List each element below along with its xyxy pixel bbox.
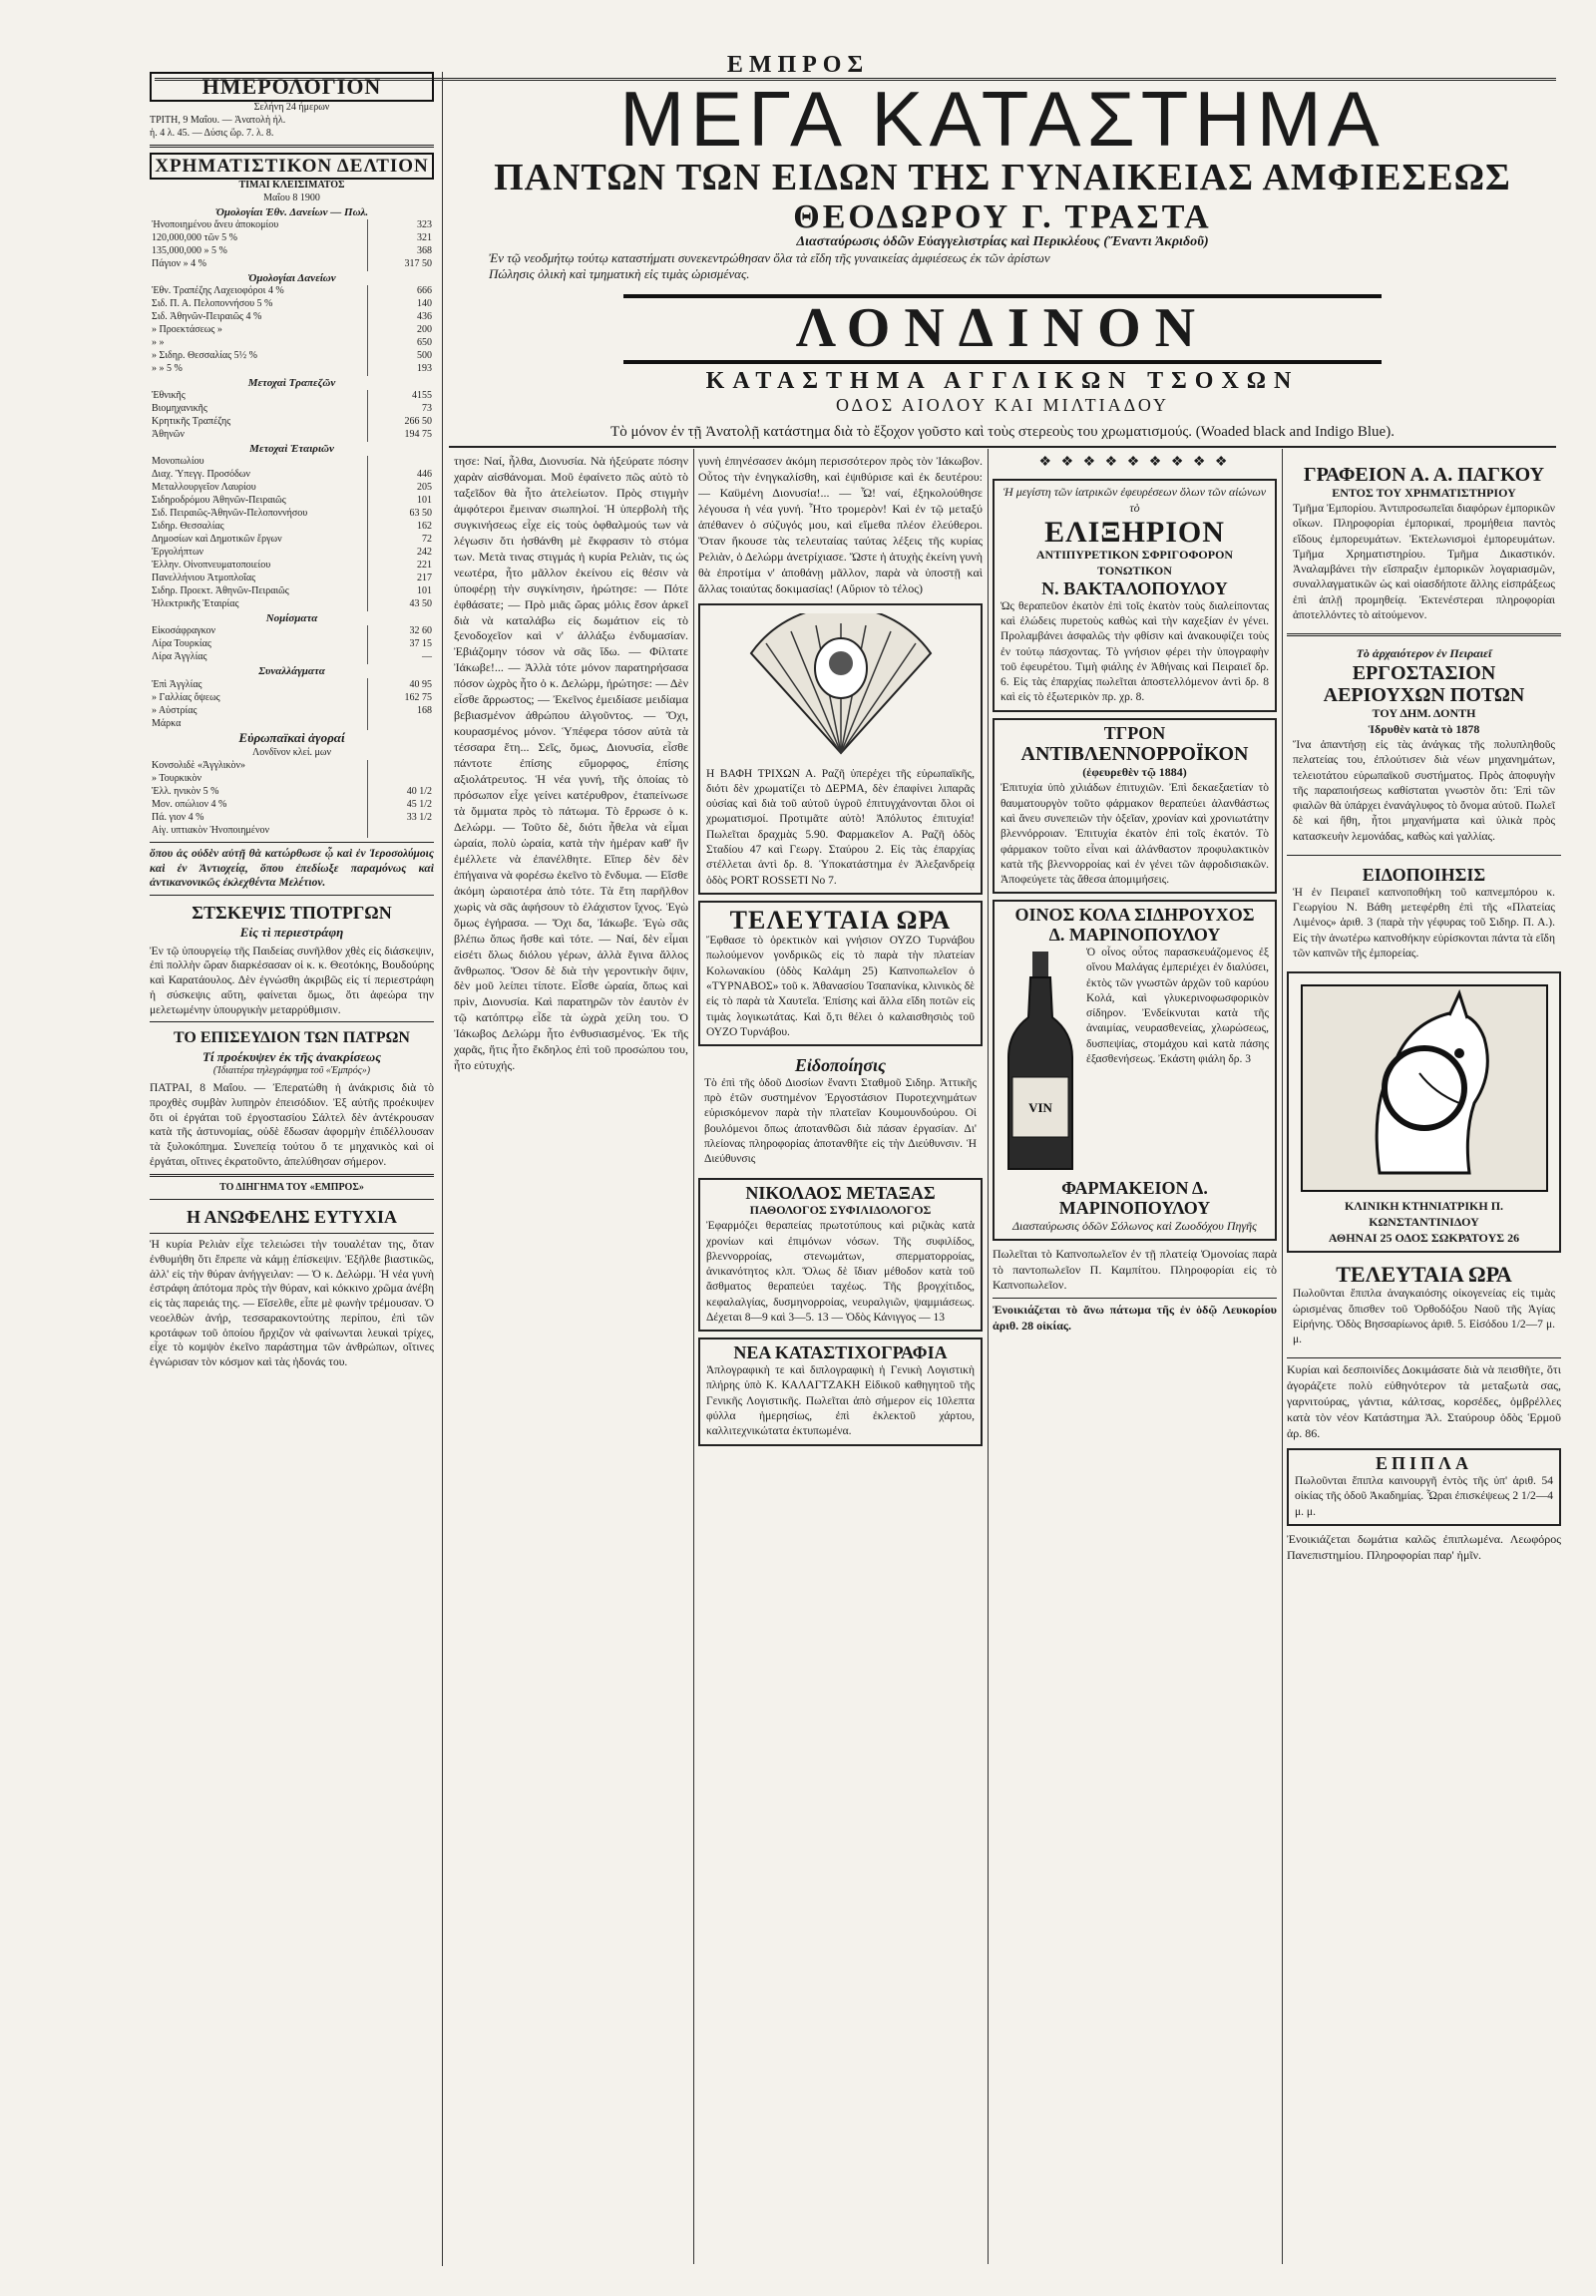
price-cell: 63 50 [368,508,435,521]
ad-title: ΑΝΤΙΒΛΕΝΝΟΡΡΟΪΚΟΝ [1020,743,1249,766]
ad-pretitle: Τὸ ἀρχαιότερον ἐν Πειραιεῖ [1356,646,1492,661]
table-row [150,350,434,363]
price-cell: 323 [368,219,435,232]
ad-body: Ἡ ἐν Πειραιεῖ καπνοποθήκη τοῦ καπνεμπόρου κ. Γεωργίου Ν. Βάθη μετεφέρθη ἐπὶ τῆς «Πλατείας Λιμένος» ἀριθ. 3 (παρὰ τὴν γέφυρας τοῦ Σιδηρ. Π. Α.). Εἰς τὴν ἀνωτέρω καπνοθήκην εὑρίσκονται πάντα τὰ εἴδη τῶν καπνῶν τῆς ἐμπορείας. [1293,886,1555,959]
article-subtitle: Τί προέκυψεν ἐκ τῆς ἀνακρίσεως [201,1048,382,1064]
ad-body: Ἔφθασε τὸ ὀρεκτικὸν καὶ γνήσιον ΟΥΖΟ Τυρνάβου πωλούμενον γονδρικῶς εἰς τὸ παρὰ τὴν πλατείαν Κολωνακίου (ὁδὸς Καλάμη 25) Καπνοπωλεῖον ὁ «ΤΥΡΝΑΒΟΣ» τοῦ κ. Ἀθανασίου Τσαπανίκα, κλινικὸς δὲ εἰς τὸ παρὰ τὰ Χαυτεῖα. Ἐπίσης καὶ ἄλλα εἴδη ποτῶν εἰς τιμὰς λογικωτάτας. Καὶ ὅ,τι θέλει ὁ καλαισθησιὸς τοῦ ΟΥΖΟ Τυρνάβου. [706,935,975,1038]
price-cell: 368 [368,245,435,258]
ad-title: ΕΛΙΞΗΡΙΟΝ [1044,515,1225,549]
label-cell: Δημοσίων καὶ Δημοτικῶν ἔργων [152,534,282,546]
divider [150,145,434,148]
ad-pharmacy: ΦΑΡΜΑΚΕΙΟΝ Δ. ΜΑΡΙΝΟΠΟΥΛΟΥ [1058,1178,1211,1218]
section-heading: Μετοχαὶ Τραπεζῶν [247,377,336,390]
price-cell: 73 [368,403,435,416]
notice-paragraph: ὅπου ἀς οὐδὲν αὐτῇ θὰ κατώρθωσε ᾧ καὶ ἐν Ἱεροσολύμοις καὶ ἐν Ἀντιοχείᾳ, ὅπου ἐπεδίωξε παραμόνως καὶ ἀντικανονικῶς ἐκλεχθέντα Μελέτιον. [150,847,434,890]
classified-ad: Ἐνοικιάζεται δωμάτια καλῶς ἐπιπλωμένα. Λεωφόρος Πανεπιστημίου. Πληροφορίαι παρ' ἡμῖν. [1287,1531,1561,1562]
label-cell: Ἐπὶ Ἀγγλίας [152,678,202,690]
section-heading: Ὁμολογίαι Δανείων [247,272,336,285]
bond-table-2 [150,285,434,376]
ad-title: ΝΙΚΟΛΑΟΣ ΜΕΤΑΞΑΣ [745,1182,936,1203]
antiblennorrhea-ad [993,718,1277,895]
label-cell: Πάγιον » 4 % [152,258,206,270]
story-text: γυνὴ ἐπηνέσασεν ἀκόμη περισσότερον πρὸς τὸν Ἰάκωβον. Οὗτος τὴν ἐνηγκαλίσθη, καὶ ἐψιθύρισε καὶ ἐκ δευτέρου: — Καϋμένη Διονυσία!... — Ὦ! ναί, ἐξηκολούθησε λέγουσα ἡ νέα γυνή. Ἦτο τρομερὸν! Καὶ ἐν τῷ μεταξύ ἀπέθανεν ὁ σύζυγός μου, καὶ εἴμεθα πλέον ἐλεύθεροι. Ὅταν ἤκουσε τὰς τελευταίας ταύτας λέξεις τῆς κυρίας Ρελιὰν, ὁ Δελώρμ ἀνετρίχιασε. Ὤστε ἡ ἀτυχὴς ἐκείνη γυνὴ θὰ ἐπροτίμα ν' ἀποθάνῃ μᾶλλον, παρὰ νὰ ὑποστῇ καὶ ἄλλας τοιαύτας δοκιμασίας! (Αὔριον τὸ τέλος) [698,454,983,595]
label-cell: Μονοπωλίου [152,456,204,468]
table-row [150,704,434,717]
price-cell: 162 75 [368,691,435,704]
table-row [150,232,434,245]
kola-wine-ad [993,900,1277,1240]
price-cell: 33 1/2 [368,812,435,825]
table-row [150,363,434,376]
table-row [150,311,434,324]
ad-subtitle: (ἐφευρεθὲν τῷ 1884) [1082,765,1187,780]
ad-subtitle: ΤΟΥ ΔΗΜ. ΔΟΝΤΗ [1372,706,1476,721]
label-cell: Σιδηρ. Θεσσαλίας [152,521,224,533]
label-cell: Κονσολιδὲ «Ἀγγλικὸν» [152,759,245,771]
table-row [150,638,434,651]
fan-illustration [741,613,941,763]
ouzo-ad [698,901,983,1046]
ad-lead: Ἡ μεγίστη τῶν ἰατρικῶν ἐφευρέσεων ὅλων τῶν αἰώνων τὸ [1002,484,1267,515]
price-cell: 101 [368,585,435,598]
label-cell: » » [152,337,165,349]
divider [993,1298,1277,1299]
ad-title: ΕΙΔΟΠΟΙΗΣΙΣ [1362,865,1486,886]
horse-head-illustration [1300,983,1549,1193]
price-cell: 666 [368,285,435,298]
table-row [150,560,434,573]
label-cell: Ἐθν. Τραπέζης Λαχειοφόροι 4 % [152,285,284,297]
ad-pretitle: ΤΓΡΟΝ [1103,722,1166,743]
price-cell: 40 95 [368,678,435,691]
divider [449,446,1556,448]
price-cell: 194 75 [368,429,435,442]
price-cell: 168 [368,704,435,717]
table-row [150,258,434,271]
price-cell: 43 50 [368,598,435,611]
price-cell [368,825,435,838]
table-row [150,429,434,442]
ad-address: ΑΘΗΝΑΙ 25 ΟΔΟΣ ΣΩΚΡΑΤΟΥΣ 26 [1328,1231,1520,1246]
ad-body: Ἐφαρμόζει θεραπείας πρωτοτύπους καὶ ριζικὰς κατὰ χρονίων καὶ ἐπιμόνων νόσων. Τῆς συφιλίδος, βλεννορροίας, στενωμάτων, σπερματορροίας, ἀνικανότητος κλπ. Ὅλως δὲ ἴδιαν μέθοδον κατὰ τοῦ ἄσθματος θεραπεύει ταχέως. Τῆς βρογχίτιδος, κεφαλαλγίας, δυσμηνορροίας, νευραλγιῶν, ψαμμιάσεως. Δέχεται 8—9 καὶ 3—5. 13 — Ὁδὸς Κάνιγγος — 13 [706,1220,975,1325]
table-row [150,651,434,664]
ads-column-3 [1287,454,1561,2269]
label-cell: Σιδηρ. Προεκτ. Ἀθηνῶν-Πειραιῶς [152,585,289,597]
table-row [150,285,434,298]
london-subheadline: ΚΑΤΑΣΤΗΜΑ ΑΓΓΛΙΚΩΝ ΤΣΟΧΩΝ [705,368,1300,395]
label-cell: Σιδ. Πειραιῶς-Ἀθηνῶν-Πελοποννήσου [152,508,308,520]
ad-description: Πώλησις ὁλικὴ καὶ τμηματικὴ εἰς τιμὰς ὡρισμένας. [489,266,750,282]
table-row [150,390,434,403]
bulletin-date: Μαΐου 8 1900 [263,192,320,204]
hair-dye-ad [698,603,983,895]
calendar-title: ΗΜΕΡΟΛΟΓΙΟΝ [150,72,434,102]
office-ad [1287,460,1561,627]
column-rule [1282,449,1283,2264]
furniture-ad [1287,1448,1561,1526]
label-cell: Ἠνοποιημένου ἄνευ ἀποκομίου [152,219,279,231]
divider [150,1021,434,1022]
section-heading: Μετοχαὶ Ἑταιριῶν [249,443,334,456]
price-cell: 4155 [368,390,435,403]
price-cell: 436 [368,311,435,324]
doctor-ad [698,1178,983,1333]
label-cell: » Γαλλίας ὄψεως [152,691,220,703]
ad-body: Ὡς θεραπεῦον ἐκατὸν ἐπὶ τοῖς ἑκατὸν τοὺς διαλείποντας καὶ ἐλώδεις πυρετοὺς καθὼς καὶ τὴν καχεξίαν ἐν γένει. Προλαμβάνει ἀσφαλῶς τὴν φθίσιν καὶ ἀνακουφίζει τοὺς ἐν τούτῳ πάσχοντας. Τὸ γνήσιον φέρει τὴν ὑπογραφὴν τοῦ ἐφευρέτου. Τιμὴ φιάλης ἐν Ἀθήναις καὶ Πειραιεῖ δρ. 6. Εἰς τὰς ἐπαρχίας πωλεῖται ἀποστελλόμενον ἀντὶ δρ. 8 καὶ εἰς τὸ ἐξωτερικὸν πρ. χρ. 8. [1000,599,1269,704]
ad-title: ΟΙΝΟΣ ΚΟΛΑ ΣΙΔΗΡΟΥΧΟΣ [1014,905,1255,926]
ad-title: ΓΡΑΦΕΙΟΝ Α. Α. ΠΑΓΚΟΥ [1303,464,1545,486]
price-cell: 40 1/2 [368,786,435,799]
article-title: ΣΤΣΚΕΨΙΣ ΤΠΟΤΡΓΩΝ [192,903,392,924]
article-body: ΠΑΤΡΑΙ, 8 Μαΐου. — Ἐπερατώθη ἡ ἀνάκρισις διὰ τὸ προχθὲς συμβὰν λυπηρὸν ἐπεισόδιον. Ἐξ αὐτῆς προέκυψεν ὅτι οἱ ἐργάται τοῦ ἐργοστασίου Σάλτελ δὲν ἀντέκρουσαν κατὰ τῆς ἀστυνομίας, οὐδὲ ἔδωσαν ἀφορμὴν ἐπιδέλλουσαν τὰ ξυλοκόπημα. Συνεπείᾳ τούτου ὅ τε μηχανικὸς καὶ οἱ ἐργάται, οἵτινες ἐκρατοῦντο, ἀπελύθησαν σήμερον. [150,1082,434,1168]
table-row [150,495,434,508]
label-cell: » Αὐστρίας [152,704,198,716]
classified-ad: Κυρίαι καὶ δεσποινίδες Δοκιμάσατε διὰ νὰ πεισθῆτε, ὅτι ἀγοράζετε πολὺ εὐθηνότερον τὰ μεταξωτὰ σας, γαρνιτούρας, γάντια, κάλτσας, κορσέδες, ὀμβρέλλες κατὰ τὸν νέον Κατάστημα Ἀλ. Σταύρουρ ὁδὸς Ἑρμοῦ ἀρ. 86. [1287,1362,1561,1441]
price-cell: 37 15 [368,638,435,651]
price-cell: 205 [368,482,435,495]
price-cell: 140 [368,298,435,311]
table-row [150,456,434,469]
article-title: ΤΟ ΕΠΙΣΕΥΔΙΟΝ ΤΩΝ ΠΑΤΡΩΝ [174,1029,410,1047]
price-cell: 221 [368,560,435,573]
price-cell: 217 [368,573,435,585]
price-cell [368,717,435,730]
label-cell: Μάρκα [152,717,182,729]
price-cell: 101 [368,495,435,508]
ad-body: Η ΒΑΦΗ ΤΡΙΧΩΝ Α. Ραζῆ ὑπερέχει τῆς εὐρωπαϊκῆς, διότι δὲν χρωματίζει τὸ ΔΕΡΜΑ, δὲν ἐπαφίνει λιπαρᾶς οὐσίας καὶ διὰ τοῦ αὐτοῦ ὑγροῦ ἐπιτυγχάνονται ὅλοι οἱ χρωματισμοί. Προτιμᾶτε αὐτὸ! Ἀπόλυτος ἐπιτυχία! Πωλεῖται δραχμὰς 5.90. Φαρμακεῖον Α. Ραζῆ ὁδὸς Σταδίου 47 καὶ Γεωργ. Σταύρου 2. Εἰς τὰς ἐπαρχίας στέλλεται ἀντὶ δρ. 8. Ὑποκατάστημα ἐν Ἀλεξανδρείᾳ ὁδὸς PORT ROSSETI No 7. [706,767,975,887]
price-cell: 72 [368,534,435,547]
ad-title: ΤΕΛΕΥΤΑΙΑ ΩΡΑ [1336,1262,1512,1288]
divider [150,1233,434,1234]
table-row [150,324,434,337]
price-cell: — [368,651,435,664]
elixir-ad [993,479,1277,712]
table-row [150,799,434,812]
price-cell: 32 60 [368,625,435,638]
label-cell: Ἠλεκτρικῆς Ἑταιρίας [152,598,239,610]
price-cell [368,773,435,786]
price-cell: 321 [368,232,435,245]
bulletin-header: Ὁμολογίαι Ἐθν. Δανείων — Πωλ. [214,205,369,218]
column-rule [693,449,694,2264]
label-cell: Βιομηχανικῆς [152,403,207,415]
ad-brand: Ν. ΒΑΚΤΑΛΟΠΟΥΛΟΥ [1041,577,1228,598]
ad-body: Πωλοῦνται ἔπιπλα ἀναγκαιόσης οἰκογενείας εἰς τιμὰς ὡρισμένας ὄπισθεν τοῦ Ὀρθοδόξου Ναοῦ τῆς Ἁγίας Εἰρήνης. Ὁδὸς Βησσαρίωνος ἀριθ. 5. Εἰσόδου 1/2—7 μ. μ. [1293,1288,1555,1346]
exchange-table [150,678,434,730]
label-cell: Κρητικῆς Τραπέζης [152,416,231,428]
ad-owner: ΘΕΟΔΩΡΟΥ Γ. ΤΡΑΣΤΑ [793,197,1212,235]
label-cell: Σιδηροδρόμου Ἀθηνῶν-Πειραιῶς [152,495,286,507]
label-cell: » Σιδηρ. Θεσσαλίας 5½ % [152,350,257,362]
table-row [150,760,434,773]
london-description: Τὸ μόνον ἐν τῇ Ἀνατολῇ κατάστημα διὰ τὸ ἔξοχον γοῦστο καὶ τοὺς στερεοὺς του χρωματισμούς. (Woaded black and Indigo Blue). [610,424,1395,441]
table-row [150,717,434,730]
price-cell: 242 [368,547,435,560]
price-cell: 650 [368,337,435,350]
section-heading: Νομίσματα [265,612,318,625]
table-row [150,573,434,585]
ad-title: ΚΛΙΝΙΚΗ ΚΤΗΝΙΑΤΡΙΚΗ Π. ΚΩΝΣΤΑΝΤΙΝΙΔΟΥ [1344,1199,1504,1230]
label-cell: 135,000,000 » 5 % [152,245,227,257]
european-markets-table [150,760,434,838]
divider [150,1174,434,1177]
ad-description: Ἐν τῷ νεοδμήτῳ τούτῳ καταστήματι συνεκεντρώθησαν ὅλα τὰ εἴδη τῆς γυναικείας ἀμφιέσεως ἐκ τῶν ἀρίστων [489,250,1050,266]
table-row [150,534,434,547]
ad-body: Ἁπλογραφικὴ τε καὶ διπλογραφικὴ ἡ Γενικὴ Λογιστικὴ πλήρης ὑπὸ Κ. ΚΑΛΑΓΤΖΑΚΗ Εἰδικοῦ καθηγητοῦ τῆς Γενικῆς Λογιστικῆς. Πωλεῖται ἀπὸ σήμερον εἰς 10λεπτα φύλλα ἡμερησίως, ἐπὶ ἐκλεκτοῦ χάρτου, καλλιτεχνικώτατα ἐκτυπωμένα. [706,1364,975,1438]
story-text: τησε: Ναί, ἦλθα, Διονυσία. Νὰ ἠξεύρατε πόσην χαρὰν αἰσθάνομαι. Μοῦ ἐφαίνετο πῶς αὐτὸ τὸ ταξεῖδον θὰ ἦτο ἀτελείωτον. Πρὸς στιγμὴν ἀμφότεροι ἔμειναν σιωπηλοί. Ἡ ὑπερβολὴ τῆς συγκινήσεως εἶχε εἰς τοὺς ὀφθαλμούς των νὰ λέγωσιν ὅτι ἠσθάνθη μὲ ἔκφρασιν τὸ στόμα των. Μετὰ τινας στιγμάς ἡ κυρία Ρελιὰν, τις ὡς νεωτέρα, ἦτο μᾶλλον ἐκείνου εἰς θέσιν νὰ ὑποφέρῃ τὴν συγκίνησιν, ἠρώτησε: — Πότε ἐφθάσατε; — Πρὸ μιᾶς ὥρας μόλις ἔσον ἀρκεῖ διὰ νὰ καταλάβω εἰς δωμάτιον εἰς τὸ ξενοδοχεῖον καὶ ν' ἀλλάξω ἐνδυμασίαν. Ἐβιάζομην τόσον νὰ σᾶς ἴδω. — Φίλτατε Ἰάκωβε!... — Ἀλλὰ τότε μόνον παρατηρήσασα πόσον ὠχρὸς ἦτο ὁ κ. Δελώρμ, ἠρώτησε: — Δὲν εἶσθε ἄρρωστος; — Ἐκεῖνος ἐμειδίασε μειδίαμα βεβιασμένον ἀθρώπου ἀλγοῦντος. — Ὄχι, κουρασμένος μόνον. Ὑπέφερα τόσον αὐτὰ τὰ τέσσαρα ἔτη... Σεῖς, ὅμως, Διονυσία, εἶσθε πάντοτε ἐπίσης εὔμορφος, ἐπίσης αξιολάτρευτος. Ἡ νέα γυνή, τῆς ὁποίας τὸ πρόσωπον εἶχε γείνει κατέρυθρον, ἐταπείνωσε τὰ ὄμματα πρὸς τὸ πάτωμα. Τὸ ἔρρωσε ὁ κ. Δελώρμ. — Τοῦτο δὲ, διότι ἦθελα νὰ εἶμαι ὡραία, πολὺ ὡραία, κατὰ τὴν ἡμέραν καθ' ἣν ἐμέλλετε νὰ ἐπανέλθητε. Εἴπερ δὲν δὲν ἐπήγαινα νὰ φορέσω ἐκεῖνο τὸ ἔνδυμα. — Εἴσθε ἀκόμη ὡραιοτέρα ἀπὸ τότε. Τὰ ἔτη παρῆλθον χωρὶς νὰ σᾶς ἀφήσουν τὸ ἐλάχιστον ἴχνος. Ἐγὼ ὅμως ἐγήρασα. — Ὄχι δα, Ἰάκωβε. Ἐγὼ σᾶς βλέπω ὅπως ἤσθε καὶ τότε. — Ναί, δὲν εἶμαι εἰσέτι ὅλως διόλου γέρων, ἀλλὰ ἔγινα ἄλλος ἄνθρωπος. Ὅσον δὲ διὰ τὴν γεροντικὴν ὄψιν, δὲν μοῦ λείπει τίποτε. Εἶσθε ὡραία, ὅπως καὶ πρὶν, Διονυσία. Καὶ παρατηρῶν τὸν ἐαυτὸν ἐν τῷ κατόπτρῳ εἶδε τὰ ὠχρὰ χείλη του. Ὁ Ἰάκωβος Δελώρμ ἦτο ἐνθυσιασμένος. Ἐκ τῆς χαρᾶς, ἥτις ἦτο ἔκδηλος ἐπὶ τοῦ προσώπου του, ἦτο εὐτυχής. [454,454,688,1073]
story-kicker: ΤΟ ΔΙΗΓΗΜΑ ΤΟΥ «ΕΜΠΡΟΣ» [219,1182,364,1194]
table-row [150,812,434,825]
table-row [150,521,434,534]
column-rule [442,72,443,2266]
table-row [150,825,434,838]
ad-title: ΤΕΛΕΥΤΑΙΑ ΩΡΑ [729,905,952,935]
label-cell: Μον. οπώλιον 4 % [152,798,227,810]
column-rule [988,449,989,2264]
price-cell: 162 [368,521,435,534]
calendar-line-2: ΤΡΙΤΗ, 9 Μαΐου. — Ἀνατολὴ ἡλ. [150,114,286,126]
price-cell: 45 1/2 [368,799,435,812]
price-cell: 193 [368,363,435,376]
ad-body: Ἵνα ἀπαντήσῃ εἰς τὰς ἀνάγκας τῆς πολυπληθοῦς πελατείας του, ἐπλούτισεν διὰ νέων μηχανημάτων, τελειοτάτου εὐρωπαϊκοῦ συστήματος. Πρὸς ἀποφυγὴν τῆς παραποιήσεως καθίσταται γνωστὸν ὅτι: Ἐπὶ τῶν φιαλῶν θὰ ὑπάρχει ἐνανάγλυφος τὸ ὄνομα αὐτοῦ. Πωλεῖ δὲ καὶ ἤθη, ἦτοι μηχανήματα καὶ ὑλικὰ πρὸς κατασκευὴν λεμονάδας, καθὼς καὶ γαλλίας. [1293,739,1555,843]
table-row [150,416,434,429]
ad-body: Ἐπιτυχία ὑπὸ χιλιάδων ἐπιτυχιῶν. Ἐπὶ δεκαεξαετίαν τὸ θαυματουργὸν τοῦτο φάρμακον θεραπεύει ἀλανθάστως καὶ ἄνευ συνεπειῶν τὴν ὀξεῖαν, χρονίαν καὶ χρονιωτάτην βλεννόρροιαν. Ἐπιτυχία ἐκατὸν ἐπὶ τοῖς ἑκατόν. Τὸ φάρμακον τοῦτο εἶναι καὶ ἀλάνθαστον προφυλακτικὸν κατὰ τῆς βλεννορροίας καὶ ἐν γένει τῶν ἀφροδισιακῶν. Ἀποφεύγετε τὰς ἄθεσα ἀπομιμήσεις. [1000,782,1269,887]
table-row [150,245,434,258]
ad-body: Πωλοῦνται ἔπιπλα καινουργῆ ἐντὸς τῆς ὑπ' ἀριθ. 54 οἰκίας τῆς ὁδοῦ Ἀκαδημίας. Ὧραι ἐπισκέψεως 2 1/2—4 μ. μ. [1295,1474,1553,1518]
calendar-line-3: ἡ. 4 λ. 45. — Δύσις ὥρ. 7. λ. 8. [150,127,274,139]
label-cell: Λίρα Ἀγγλίας [152,651,207,663]
price-cell: 317 50 [368,258,435,271]
price-cell: 200 [368,324,435,337]
veterinary-clinic-ad [1287,971,1561,1253]
ad-subtitle: ΑΝΤΙΠΥΡΕΤΙΚΟΝ ΣΦΡΙΓΟΦΟΡΟΝ ΤΟΝΩΤΙΚΟΝ [1035,548,1234,577]
company-shares-table [150,456,434,611]
bookkeeping-ad [698,1338,983,1445]
table-row [150,773,434,786]
label-cell: Ἀθηνῶν [152,429,185,441]
ad-title: ΝΕΑ ΚΑΤΑΣΤΙΧΟΓΡΑΦΙΑ [733,1342,948,1363]
label-cell: Πανελλήνιου Ἀτμοπλοΐας [152,573,256,584]
ads-column-2 [993,454,1277,2269]
ad-subtitle: Δ. ΜΑΡΙΝΟΠΟΥΛΟΥ [1048,925,1221,946]
table-row [150,585,434,598]
table-row [150,337,434,350]
ad-subtitle: ΠΑΘΟΛΟΓΟΣ ΣΥΦΙΛΙΔΟΛΟΓΟΣ [749,1203,932,1218]
ad-address: Διασταύρωσις ὁδῶν Σόλωνος καὶ Ζωοδόχου Πηγῆς [1011,1218,1257,1233]
furniture-sale-ad [1287,1259,1561,1351]
masthead-title: ΕΜΠΡΟΣ [726,52,870,78]
decorative-border: ❖ ❖ ❖ ❖ ❖ ❖ ❖ ❖ ❖ [1038,455,1231,470]
label-cell: » Προεκτάσεως » [152,324,222,336]
divider [150,842,434,843]
section-heading: Συναλλάγματα [258,665,325,678]
price-cell: 266 50 [368,416,435,429]
ad-body: Ὁ οἶνος οὗτος παρασκευάζομενος ἐξ οἴνου Μαλάγας ἐμπεριέχει ἐν διαλύσει, ἐκτὸς τῶν γνωστῶν ἀρχῶν τοῦ καρύου Κολά, καὶ γλυκερινοφωσφορικὸν σίδηρον. Ἐνδείκνυται κατὰ τῆς ἀναιμίας, νευρασθενείας, χλωρώσεως, δυσπεψίας, στομάχου καὶ κατὰ πάσης ἐξασθενήσεως. Ἐκάστη φιάλη δρ. 3 [1086,947,1269,1065]
section-subheading: Λονδῖνον κλεί. μων [252,747,331,759]
price-cell [368,456,435,469]
ad-headline: ΜΕΓΑ ΚΑΤΑΣΤΗΜΑ [619,75,1386,163]
left-column [150,72,434,2266]
svg-text:VIN: VIN [1028,1100,1052,1115]
divider [1287,855,1561,856]
story-title: Η ΑΝΩΦΕΛΗΣ ΕΥΤΥΧΙΑ [186,1207,398,1228]
price-cell: 500 [368,350,435,363]
section-heading: Εὐρωπαϊκαὶ ἀγοραί [238,730,345,746]
article-subtitle: Εἰς τὶ περιεστράφη [239,925,344,941]
divider [1287,633,1561,636]
ad-body: Τμῆμα Ἐμπορίου. Ἀντιπροσωπεῖαι διαφόρων ἐμπορικῶν οἴκων. Πληροφορίαι ἐμπορικαί, προμήθεια παντὸς εἴδους ἐμπορευμάτων. Ἐκτελωνισμοὶ ἐμπορευμάτων. Τμῆμα Χρηματιστηρίου. Τμῆμα Δικαστικόν. Ἀναλαμβάνει τὴν εἴσπραξιν ἐμπορικῶν λογαριασμῶν, συναλλαγματικῶν ὡς καὶ οἱασδήποτε ἄλλης εἰσπράξεως ἐπὶ ἀπλῇ προμηθείᾳ. Ἐκτενέστεραι πληροφορίαι ἀποτελλόντες τὸ αἰτούμενον. [1293,502,1555,621]
label-cell: Σιδ. Π. Α. Πελοποννήσου 5 % [152,298,273,310]
ad-title: Εἰδοποίησις [794,1055,887,1076]
london-address: ΟΔΟΣ ΑΙΟΛΟΥ ΚΑΙ ΜΙΛΤΙΑΔΟΥ [835,395,1170,416]
label-cell: Ἑλλην. Οἰνοπνευματοποιείου [152,560,271,572]
label-cell: » Τουρκικὸν [152,772,201,784]
notice-ad [698,1052,983,1171]
classified-ad: Ἐνοικιάζεται τὸ ἄνω πάτωμα τῆς ἐν ὁδῷ Λευκορίου ἀριθ. 28 οἰκίας. [993,1303,1277,1334]
divider [150,1199,434,1200]
label-cell: Αἰγ. υπτιακὸν Ἠνοποιημένον [152,824,270,836]
ads-column-1 [698,454,983,2269]
ad-subtitle: ΕΝΤΟΣ ΤΟΥ ΧΡΗΜΑΤΙΣΤΗΡΙΟΥ [1332,486,1516,500]
story-continuation-column [454,454,688,2269]
price-cell [368,760,435,773]
ad-title: ΕΠΙΠΛΑ [1376,1453,1472,1474]
label-cell: Ἐργολήπτων [152,547,204,559]
notice-ad [1287,862,1561,965]
label-cell: Εἰκοσάφραγκον [152,625,216,637]
divider [150,895,434,896]
table-row [150,678,434,691]
currency-table [150,625,434,664]
ad-body: Τὸ ἐπὶ τῆς ὁδοῦ Διοσίων ἔναντι Σταθμοῦ Σιδηρ. Ἀττικῆς πρὸ ἐτῶν συστημένον Ἐργοστάσιον Πυροτεχνημάτων εὐρισκόμενον παρὰ τὴν πλατεῖαν Κουμουνδούρου. Οἱ βουλόμενοι ὅπως ἀποτανθῶσι διὰ πάσαν ἐργασίαν. Δι' πλείονας πληροφορίας ἀποτανθῆτε εἰς τὴν Διεύθυνσιν. Ἡ Διεύθυνσις [704,1076,977,1166]
label-cell: Διαχ. Ὑπεγγ. Προσόδων [152,469,250,481]
label-cell: Σιδ. Ἀθηνῶν-Πειραιῶς 4 % [152,311,262,323]
bulletin-title: ΧΡΗΜΑΤΙΣΤΙΚΟΝ ΔΕΛΤΙΟΝ [150,153,434,180]
price-cell: 446 [368,469,435,482]
table-row [150,403,434,416]
table-row [150,298,434,311]
story-body: Ἡ κυρία Ρελιὰν εἶχε τελειώσει τὴν τουαλέταν της, ὅταν ἐνθυμήθη ὅτι ἔπρεπε νὰ κάμῃ ἐπίσκεψιν. Ἐξῆλθε βιαστικῶς, ἀλλ' εἰς τὴν θύραν ἀνήγγειλαν: — Ὁ κ. Δελώρμ. Ἡ νέα γυνὴ ἐστράφη ἀπότομα πρὸς τὴν θύραν, καὶ κόκκινο χρῶμα ἀνέβη εἰς τὰς παρειάς της. — Εἴσελθε, εἶπε μὲ φωνὴν τρέμουσαν. Ὁ νεοελθὼν ἀνήρ, τεσσαρακοντούτης περίπου, ἐπὶ τῶν κροτάφων τοῦ ὁποίου ἤρχιζον νὰ φαίνωνται λευκαὶ τρίχες, εἶχε τὸ κομψὸν ἐκεῖνο παράστημα τῶν ἀνθρώπων, οἵτινες ἐγνώρισαν τὸν κόσμον καὶ τὰς ἡδονάς του. [150,1239,434,1369]
bulletin-subtitle: ΤΙΜΑΙ ΚΛΕΙΣΙΜΑΤΟΣ [238,180,345,191]
table-row [150,508,434,521]
label-cell: Ἑλλ. ηνικὸν 5 % [152,785,219,797]
label-cell: 120,000,000 τῶν 5 % [152,232,237,244]
divider [1287,1357,1561,1358]
table-row [150,625,434,638]
department-store-ad [449,75,1556,444]
bank-shares-table [150,390,434,442]
bond-table-1 [150,219,434,271]
article-body: Ἐν τῷ ὑπουργείῳ τῆς Παιδείας συνῆλθον χθὲς εἰς διάσκεψιν, ἐπὶ πολλὴν ὥραν διαρκέσασαν οἱ κ. κ. Θεοτόκης, Βουδούρης καὶ Καρατάουλος. Δὲν ἐγνώσθη ἀκριβῶς εἰς τί περιεστράφη ἡ σύσκεψις αὕτη, φαίνεται ὅμως, ὅτι ἀφεώρα την μελετωμένην ὑπουργικὴν μεταρρύθμισιν. [150,945,434,1016]
table-row [150,547,434,560]
label-cell: Λίρα Τουρκίας [152,638,211,650]
ad-subheadline: ΠΑΝΤΩΝ ΤΩΝ ΕΙΔΩΝ ΤΗΣ ΓΥΝΑΙΚΕΙΑΣ ΑΜΦΙΕΣΕΩΣ [494,157,1511,198]
table-row [150,482,434,495]
table-row [150,786,434,799]
table-row [150,691,434,704]
table-row [150,219,434,232]
calendar-line-1: Σελήνη 24 ήμερων [253,102,330,113]
factory-ad [1287,642,1561,849]
label-cell: Ἐθνικῆς [152,390,186,402]
wine-bottle-illustration [1000,948,1080,1177]
label-cell: Μεταλλουργεῖον Λαυρίου [152,482,256,494]
ad-title: ΕΡΓΟΣΤΑΣΙΟΝ ΑΕΡΙΟΥΧΩΝ ΠΟΤΩΝ [1323,662,1525,707]
label-cell: Πά. γιον 4 % [152,811,204,823]
table-row [150,469,434,482]
table-row [150,598,434,611]
article-lead: (Ἰδιαιτέρα τηλεγράφημα τοῦ «Ἐμπρός») [212,1065,371,1077]
ad-address: Διασταύρωσις ὁδῶν Εὐαγγελιστρίας καὶ Περικλέους (Ἔναντι Ἀκριδοῦ) [796,234,1209,250]
london-headline: ΛΟΝΔΙΝΟΝ [623,294,1382,364]
classified-ad: Πωλεῖται τὸ Καπνοπωλεῖον ἐν τῇ πλατείᾳ Ὁμονοίας παρὰ τὸ παντοπωλεῖον Π. Καμπίτου. Πληροφορίαι εἰς τὸ Καπνοπωλεῖον. [993,1246,1277,1293]
ad-founded: Ἱδρυθὲν κατὰ τὸ 1878 [1368,722,1480,737]
label-cell: » » 5 % [152,363,183,375]
